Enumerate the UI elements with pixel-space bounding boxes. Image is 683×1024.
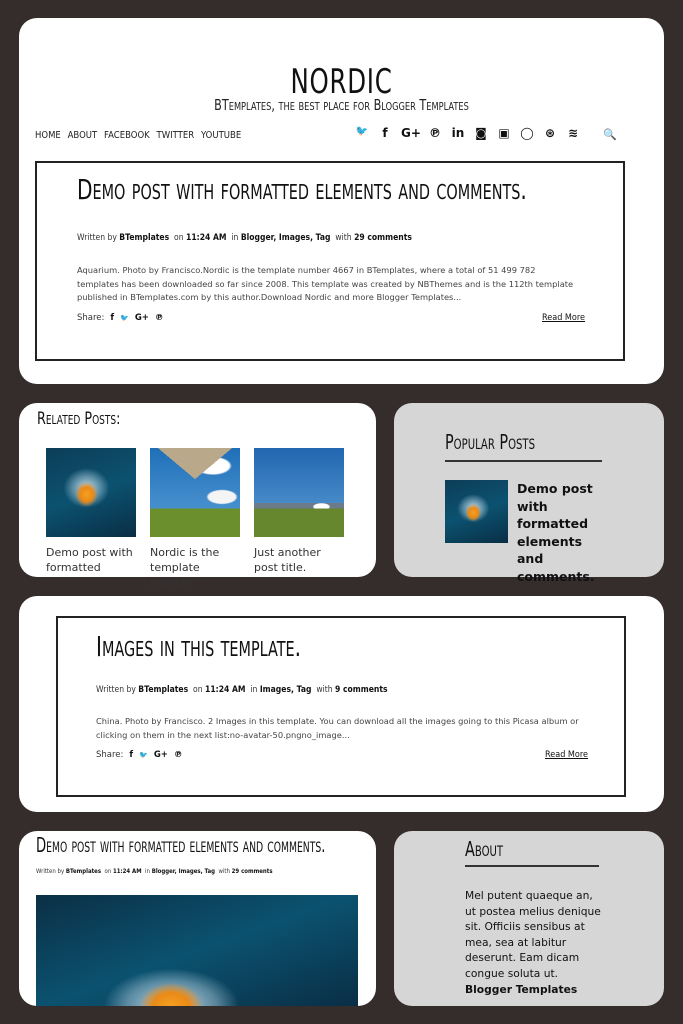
- instagram-icon[interactable]: ◙: [475, 126, 487, 140]
- post-card: [19, 831, 376, 1006]
- post-labels[interactable]: Blogger, Images, Tag: [240, 233, 331, 243]
- related-posts-card: [19, 403, 376, 589]
- related-post[interactable]: [254, 448, 346, 575]
- twitter-icon[interactable]: 🐦: [120, 314, 129, 322]
- share-bar: Share: f 🐦 G+ ℗: [96, 750, 183, 760]
- twitter-icon[interactable]: 🐦: [355, 126, 369, 137]
- site-title[interactable]: NORDIC: [290, 62, 393, 102]
- facebook-icon[interactable]: f: [382, 126, 388, 140]
- nav-about[interactable]: ABOUT: [67, 130, 98, 141]
- popular-posts-card: [394, 403, 664, 584]
- dribbble-icon[interactable]: ⊛: [544, 126, 556, 140]
- search-icon[interactable]: 🔍: [603, 128, 617, 141]
- post-card: [35, 161, 625, 361]
- post-meta: Written by BTemplates on 11:24 AM in Blogger, Images, Tag with 29 comments: [77, 233, 412, 243]
- twitter-icon[interactable]: 🐦: [139, 751, 148, 759]
- post-time[interactable]: 11:24 AM: [112, 868, 142, 875]
- related-posts-title: Related Posts:: [37, 409, 121, 429]
- post-meta: Written by BTemplates on 11:24 AM in Blogger, Images, Tag with 29 comments: [36, 868, 273, 875]
- nav-youtube[interactable]: YOUTUBE: [200, 130, 242, 141]
- popular-thumbnail[interactable]: [445, 480, 508, 543]
- related-caption[interactable]: Nordic is the template number: [150, 546, 220, 589]
- post-author[interactable]: BTemplates: [65, 868, 102, 875]
- related-thumbnail[interactable]: [150, 448, 240, 537]
- about-card: [394, 831, 664, 1006]
- pinterest-icon[interactable]: ℗: [154, 313, 164, 323]
- post-comments[interactable]: 29 comments: [354, 233, 412, 243]
- related-caption[interactable]: Just another post title.: [254, 546, 321, 574]
- google-plus-icon[interactable]: G+: [134, 313, 149, 323]
- share-bar: Share: f 🐦 G+ ℗: [77, 313, 164, 323]
- popular-posts-title: Popular Posts: [445, 430, 535, 454]
- related-thumbnail[interactable]: [46, 448, 136, 537]
- youtube-icon[interactable]: ▣: [498, 126, 510, 140]
- post-comments[interactable]: 9 comments: [335, 685, 388, 695]
- post-title[interactable]: Images in this template.: [96, 630, 302, 663]
- github-icon[interactable]: ◯: [520, 126, 534, 140]
- post-labels[interactable]: Blogger, Images, Tag: [151, 868, 216, 875]
- title-divider: [445, 460, 602, 462]
- facebook-icon[interactable]: f: [110, 313, 115, 323]
- related-thumbnail[interactable]: [254, 448, 344, 537]
- main-nav: [35, 130, 241, 141]
- header-card: [19, 18, 664, 384]
- post-card-outer: [19, 596, 664, 812]
- nav-twitter[interactable]: TWITTER: [156, 130, 195, 141]
- read-more-link[interactable]: Read More: [542, 313, 586, 323]
- blogger-templates-link[interactable]: Blogger Templates: [465, 982, 578, 996]
- post-meta: Written by BTemplates on 11:24 AM in Images, Tag with 9 comments: [96, 685, 388, 695]
- post-author[interactable]: BTemplates: [119, 233, 170, 243]
- nav-facebook[interactable]: FACEBOOK: [103, 130, 150, 141]
- post-labels[interactable]: Images, Tag: [259, 685, 312, 695]
- post-title[interactable]: Demo post with formatted elements and comments.: [77, 173, 527, 206]
- title-divider: [465, 865, 599, 867]
- about-title: About: [465, 837, 504, 861]
- facebook-icon[interactable]: f: [129, 750, 134, 760]
- google-plus-icon[interactable]: G+: [401, 126, 421, 140]
- post-comments[interactable]: 29 comments: [231, 868, 273, 875]
- related-post[interactable]: [150, 448, 242, 590]
- post-title[interactable]: Demo post with formatted elements and comments.: [36, 833, 326, 857]
- post-excerpt: Aquarium. Photo by Francisco.Nordic is the template number 4667 in BTemplates, where a total of 51 499 782 templates has been downloaded so far since 2008. This template was created by NBThemes and is the 112th template published in BTemplates.com by this author.Download Nordic and more Blogger Templates...: [77, 265, 574, 302]
- post-author[interactable]: BTemplates: [138, 685, 189, 695]
- about-text: Mel putent quaeque an, ut postea melius denique sit. Officiis sensibus at mea, sea at labitur deserunt. Eam dicam congue soluta ut. Blogger Templates: [465, 888, 605, 997]
- pinterest-icon[interactable]: ℗: [173, 750, 183, 760]
- post-featured-image[interactable]: [36, 895, 358, 1006]
- linkedin-icon[interactable]: in: [451, 126, 465, 140]
- post-time[interactable]: 11:24 AM: [204, 685, 246, 695]
- social-icons: [355, 126, 580, 140]
- post-time[interactable]: 11:24 AM: [185, 233, 227, 243]
- related-caption[interactable]: Demo post with formatted: [46, 546, 133, 574]
- rss-icon[interactable]: ≋: [567, 126, 579, 140]
- popular-post-title[interactable]: Demo post with formatted elements and comments.: [517, 481, 595, 584]
- post-card: [56, 616, 626, 797]
- post-excerpt: China. Photo by Francisco. 2 Images in this template. You can download all the images going to this Picasa album or clicking on them in the next list:no-avatar-50.pngno_image...: [96, 716, 579, 740]
- nav-home[interactable]: HOME: [35, 130, 61, 141]
- read-more-link[interactable]: Read More: [545, 750, 589, 760]
- related-post[interactable]: [46, 448, 138, 575]
- google-plus-icon[interactable]: G+: [153, 750, 168, 760]
- site-description: BTemplates, the best place for Blogger Templates: [214, 96, 469, 114]
- pinterest-icon[interactable]: ℗: [429, 126, 441, 140]
